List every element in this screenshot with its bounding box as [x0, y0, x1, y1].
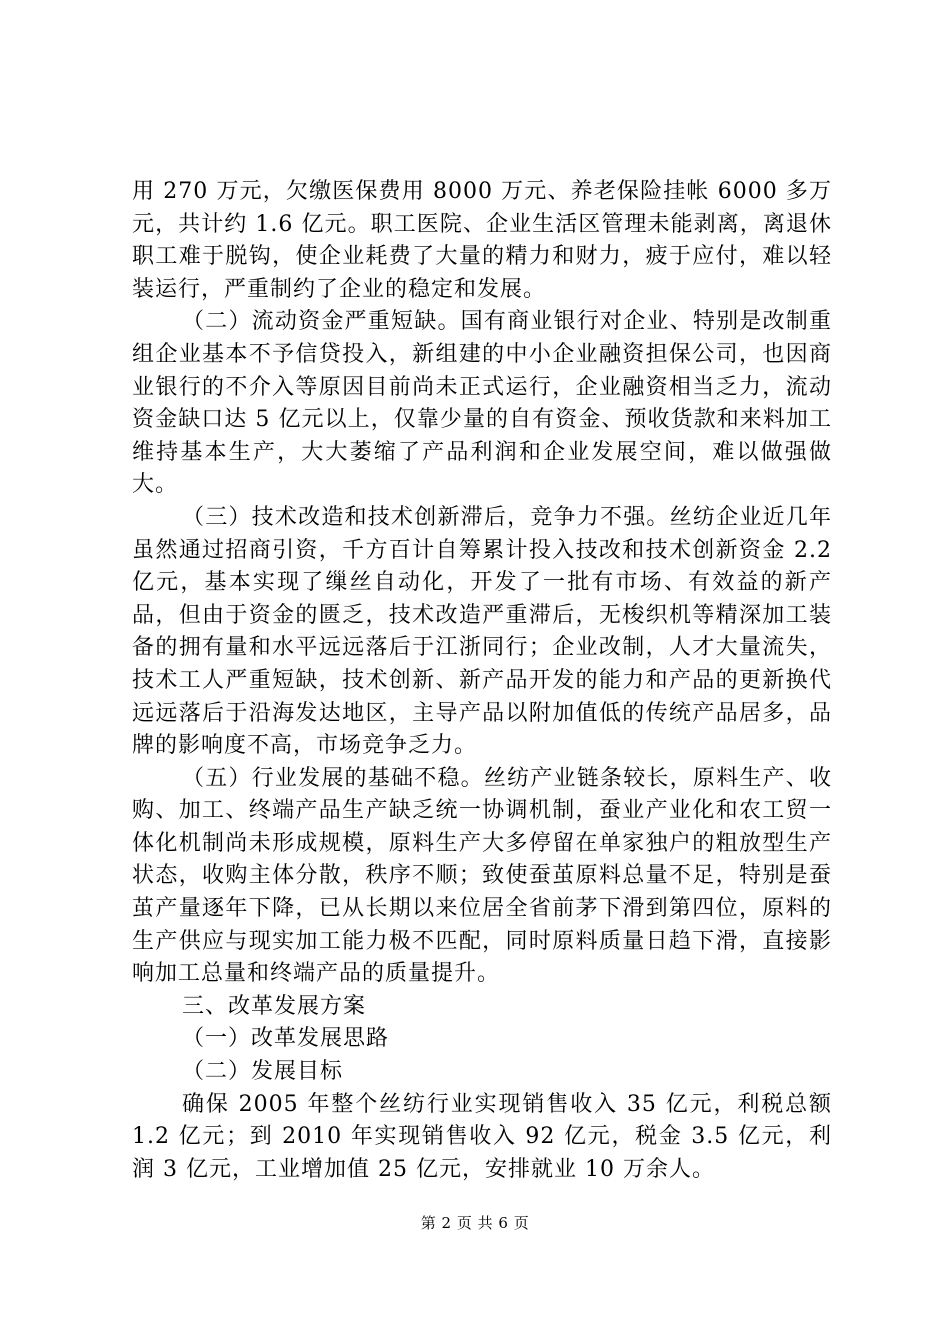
paragraph-working-capital: （二）流动资金严重短缺。国有商业银行对企业、特别是改制重组企业基本不予信贷投入，新组建的中小企业融资担保公司，也因商业银行的不介入等原因目前尚未正式运行，企业融资相当乏力，流动资金缺口达 5 亿元以上，仅靠少量的自有资金、预收货款和来料加工维持基本生产，大大萎缩了产品利润和企业发展空间，难以做强做大。 — [132, 309, 832, 498]
page-footer — [0, 1213, 950, 1233]
paragraph-tech-innovation: （三）技术改造和技术创新滞后，竞争力不强。丝纺企业近几年虽然通过招商引资，千方百计自筹累计投入技改和技术创新资金 2.2 亿元，基本实现了缫丝自动化，开发了一批有市场、有效益的新产品，但由于资金的匮乏，技术改造严重滞后，无梭织机等精深加工装备的拥有量和水平远远落后于江浙同行；企业改制，人才大量流失，技术工人严重短缺，技术创新、新产品开发的能力和产品的更新换代远远落后于沿海发达地区，主导产品以附加值低的传统产品居多，品牌的影响度不高，市场竞争乏力。 — [132, 504, 832, 759]
page-number-label: 第 2 页 共 6 页 — [420, 1214, 530, 1232]
paragraph-industry-foundation: （五）行业发展的基础不稳。丝纺产业链条较长，原料生产、收购、加工、终端产品生产缺乏统一协调机制，蚕业产业化和农工贸一体化机制尚未形成规模，原料生产大多停留在单家独户的粗放型生产状态，收购主体分散，秩序不顺；致使蚕茧原料总量不足，特别是蚕茧产量逐年下降，已从长期以来位居全省前茅下滑到第四位，原料的生产供应与现实加工能力极不匹配，同时原料质量日趋下滑，直接影响加工总量和终端产品的质量提升。 — [132, 765, 832, 987]
subheading-development-goals: （二）发展目标 — [182, 1059, 344, 1085]
section-heading-reform-plan: 三、改革发展方案 — [182, 993, 367, 1019]
subheading-reform-ideas: （一）改革发展思路 — [182, 1026, 390, 1052]
document-body — [132, 176, 832, 1186]
paragraph-targets: 确保 2005 年整个丝纺行业实现销售收入 35 亿元，利税总额 1.2 亿元；到 2010 年实现销售收入 92 亿元，税金 3.5 亿元，利润 3 亿元，工业增加值 25 亿元，安排就业 10 万余人。 — [132, 1091, 832, 1182]
paragraph-funds-burden: 用 270 万元，欠缴医保费用 8000 万元、养老保险挂帐 6000 多万元，共计约 1.6 亿元。职工医院、企业生活区管理未能剥离，离退休职工难于脱钩，使企业耗费了大量的精力和财力，疲于应付，难以轻装运行，严重制约了企业的稳定和发展。 — [132, 179, 832, 302]
